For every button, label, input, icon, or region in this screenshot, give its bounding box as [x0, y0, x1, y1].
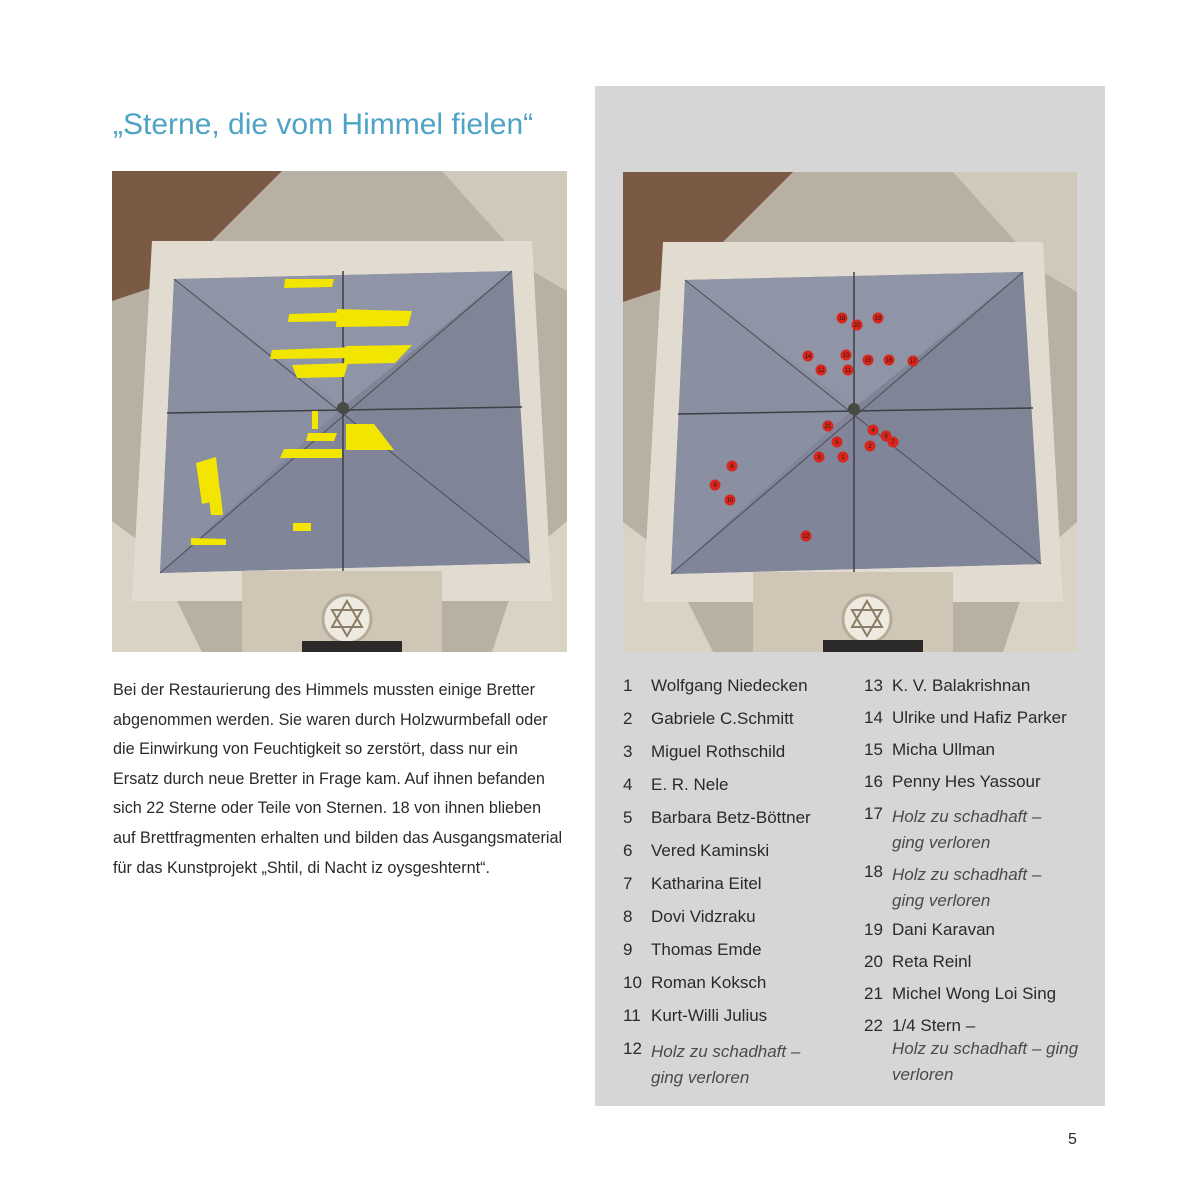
star-marker [801, 531, 812, 542]
list-item-name: Gabriele C.Schmitt [651, 709, 794, 728]
list-item-name: Katharina Eitel [651, 874, 762, 893]
star-marker [863, 355, 874, 366]
list-item-name: Holz zu schadhaft – ging verloren [892, 865, 1042, 910]
svg-text:3: 3 [817, 455, 821, 462]
list-item-name: Dani Karavan [892, 920, 996, 939]
list-item [864, 708, 1094, 740]
star-marker [727, 461, 738, 472]
list-item-name: Miguel Rothschild [651, 742, 786, 761]
page-title: „Sterne, die vom Himmel fielen“ [113, 108, 534, 141]
star-marker [725, 495, 736, 506]
star-marker [838, 452, 849, 463]
svg-text:15: 15 [864, 358, 872, 365]
svg-text:11: 11 [844, 368, 852, 375]
svg-text:4: 4 [871, 428, 875, 435]
list-item [864, 740, 1094, 772]
list-item-number: 5 [623, 808, 633, 827]
list-item-number: 11 [623, 1006, 641, 1025]
svg-text:20: 20 [853, 323, 861, 330]
list-item [864, 862, 1094, 920]
list-item-number: 16 [864, 772, 883, 791]
star-marker [865, 441, 876, 452]
list-item-name: 1/4 Stern – [892, 1016, 976, 1035]
list-item [623, 907, 853, 940]
list-item [864, 984, 1094, 1016]
svg-text:2: 2 [868, 444, 872, 451]
list-item-number: 12 [623, 1039, 642, 1058]
list-item-name: Roman Koksch [651, 973, 767, 992]
star-marker [843, 365, 854, 376]
list-item-name: Reta Reinl [892, 952, 972, 971]
list-item-number: 6 [623, 841, 633, 860]
list-item-name: E. R. Nele [651, 775, 729, 794]
list-item [623, 841, 853, 874]
star-marker [852, 320, 863, 331]
ceiling-photo-star-markers [623, 172, 1077, 652]
star-marker [888, 437, 899, 448]
list-item [623, 808, 853, 841]
list-item [623, 775, 853, 808]
star-marker [868, 425, 879, 436]
list-item [623, 874, 853, 907]
list-item-number: 13 [864, 676, 883, 695]
contributor-list-right [864, 676, 1094, 1084]
star-marker [884, 355, 895, 366]
list-item [864, 676, 1094, 708]
list-item [864, 952, 1094, 984]
list-item-number: 2 [623, 709, 633, 728]
body-paragraph: Bei der Restaurierung des Himmels mussten einige Bretter abgenommen werden. Sie waren durch Holzwurmbefall oder die Einwirkung von Feuchtigkeit so zerstört, dass nur ein Ersatz durch neue Bretter in Frage kam. Auf ihnen befanden sich 22 Sterne oder Teile von Sternen. 18 von ihnen blieben auf Brettfragmenten erhalten und bilden das Ausgangsmaterial für das Kunstprojekt „Shtil, di Nacht iz oysgeshternt“. [113, 681, 563, 877]
list-item-number: 22 [864, 1016, 883, 1035]
star-marker [816, 365, 827, 376]
star-marker [908, 356, 919, 367]
svg-text:6: 6 [835, 440, 839, 447]
list-item-number: 18 [864, 862, 883, 881]
star-marker [823, 421, 834, 432]
list-item-name: Dovi Vidzraku [651, 907, 756, 926]
contributor-list-left [623, 676, 853, 1091]
ceiling-photo-yellow-boards [112, 171, 567, 652]
star-marker [710, 480, 721, 491]
list-item-number: 3 [623, 742, 633, 761]
list-item-number: 17 [864, 804, 883, 823]
list-item-name: Holz zu schadhaft – ging verloren [892, 807, 1042, 852]
svg-text:5: 5 [884, 434, 888, 441]
svg-text:8: 8 [730, 464, 734, 471]
list-item-name: Ulrike und Hafiz Parker [892, 708, 1067, 727]
list-item-name: K. V. Balakrishnan [892, 676, 1031, 695]
list-item [623, 940, 853, 973]
svg-text:22: 22 [802, 534, 810, 541]
star-marker [841, 350, 852, 361]
list-item-number: 20 [864, 952, 883, 971]
list-item [864, 772, 1094, 804]
svg-text:21: 21 [824, 424, 832, 431]
list-item-name: Michel Wong Loi Sing [892, 984, 1057, 1003]
list-item-name: Penny Hes Yassour [892, 772, 1041, 791]
star-marker [803, 351, 814, 362]
list-item [864, 1016, 1094, 1084]
list-item-name: Barbara Betz-Böttner [651, 808, 811, 827]
list-item [864, 804, 1094, 862]
list-item-number: 8 [623, 907, 633, 926]
svg-text:10: 10 [726, 498, 734, 505]
svg-text:7: 7 [891, 440, 895, 447]
star-marker [837, 313, 848, 324]
svg-text:9: 9 [713, 483, 717, 490]
list-item-number: 21 [864, 984, 883, 1003]
list-item [623, 1006, 853, 1039]
svg-text:12: 12 [817, 368, 825, 375]
page-number: 5 [1068, 1131, 1077, 1148]
svg-text:1: 1 [841, 455, 845, 462]
list-item [623, 1039, 853, 1091]
list-item-name: Thomas Emde [651, 940, 762, 959]
list-item-number: 1 [623, 676, 633, 695]
star-marker [814, 452, 825, 463]
star-marker [832, 437, 843, 448]
star-marker [873, 313, 884, 324]
svg-text:17: 17 [909, 359, 917, 366]
list-item-number: 14 [864, 708, 883, 727]
list-item-name: Kurt-Willi Julius [651, 1006, 768, 1025]
list-item [623, 973, 853, 1006]
svg-text:18: 18 [838, 316, 846, 323]
list-item [864, 920, 1094, 952]
list-item-number: 10 [623, 973, 642, 992]
list-item-number: 4 [623, 775, 633, 794]
svg-text:13: 13 [842, 353, 850, 360]
list-item-note: Holz zu schadhaft – ging verloren [892, 1039, 1079, 1084]
svg-text:16: 16 [885, 358, 893, 365]
list-item-number: 15 [864, 740, 883, 759]
svg-text:19: 19 [874, 316, 882, 323]
list-item-name: Holz zu schadhaft – ging verloren [651, 1042, 801, 1087]
list-item-name: Vered Kaminski [651, 841, 770, 860]
list-item-number: 9 [623, 940, 633, 959]
svg-text:14: 14 [804, 354, 812, 361]
list-item-name: Micha Ullman [892, 740, 995, 759]
list-item-number: 19 [864, 920, 883, 939]
list-item-number: 7 [623, 874, 633, 893]
list-item-name: Wolfgang Niedecken [651, 676, 808, 695]
list-item [623, 709, 853, 742]
list-item [623, 676, 853, 709]
list-item [623, 742, 853, 775]
